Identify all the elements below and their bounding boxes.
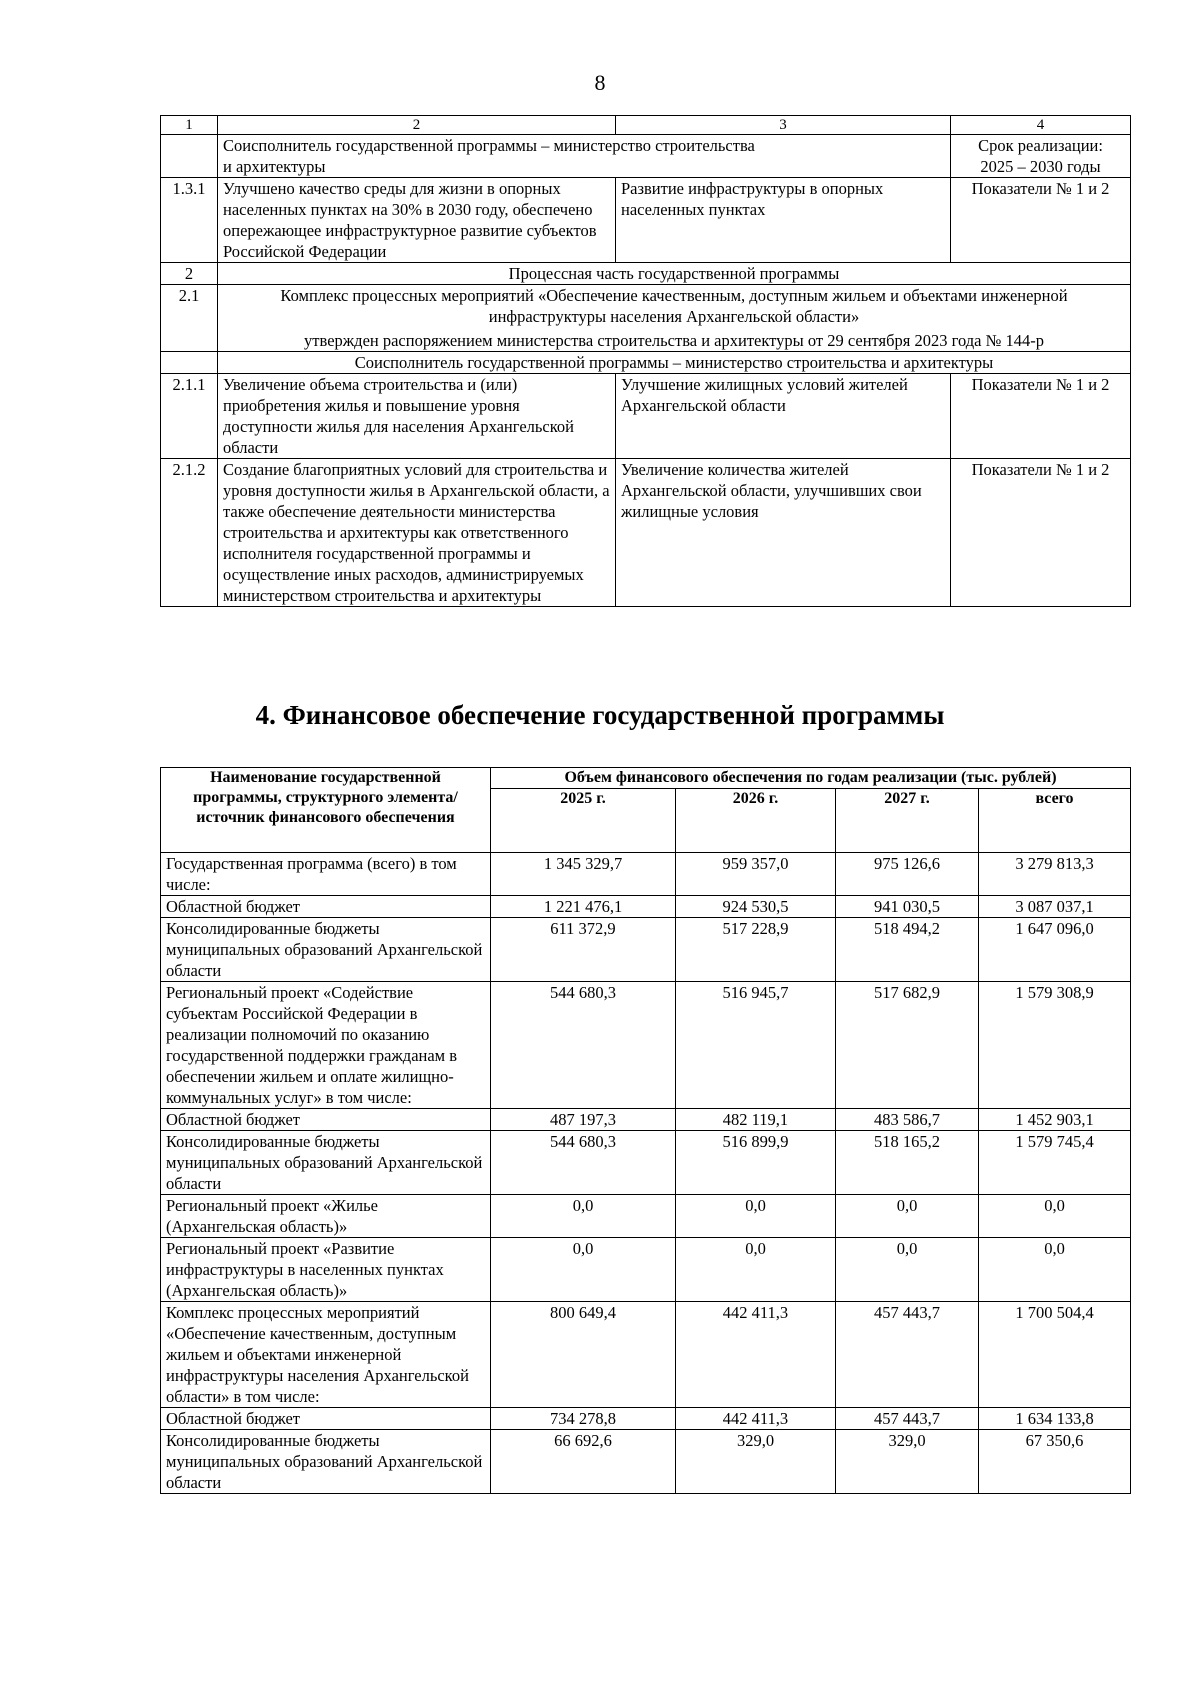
total-value: 1 452 903,1 (979, 1109, 1131, 1131)
total-value: 0,0 (979, 1195, 1131, 1238)
finance-header-row (161, 768, 1131, 789)
year-value: 442 411,3 (676, 1302, 836, 1408)
total-header: всего (979, 789, 1131, 853)
section-text: Процессная часть государственной программы (218, 263, 1131, 285)
total-value: 0,0 (979, 1238, 1131, 1302)
total-value: 1 634 133,8 (979, 1408, 1131, 1430)
total-value: 1 579 308,9 (979, 982, 1131, 1109)
table-row (161, 853, 1131, 896)
row-name: Региональный проект «Жилье (Архангельская область)» (161, 1195, 491, 1238)
year-value: 66 692,6 (491, 1430, 676, 1494)
year-value: 734 278,8 (491, 1408, 676, 1430)
col-number-1: 1 (161, 116, 218, 135)
row-number: 2.1.1 (161, 374, 218, 459)
row-name: Комплекс процессных мероприятий «Обеспечение качественным, доступным жильем и объектами инженерной инфраструктуры населения Архангельской области» в том числе: (161, 1302, 491, 1408)
row-name: Областной бюджет (161, 1109, 491, 1131)
task-text: Увеличение объема строительства и (или) приобретения жилья и повышение уровня доступности жилья для населения Архангельской области (218, 374, 616, 459)
effect-text: Улучшение жилищных условий жителей Архангельской области (616, 374, 951, 459)
table-row (161, 459, 1131, 607)
year-value: 457 443,7 (836, 1408, 979, 1430)
row-name: Областной бюджет (161, 896, 491, 918)
year-value: 0,0 (836, 1195, 979, 1238)
effect-text: Развитие инфраструктуры в опорных населенных пунктах (616, 178, 951, 263)
complex-text: Комплекс процессных мероприятий «Обеспечение качественным, доступным жильем и объектами инженерной инфраструктуры населения Архангельской области» утвержден распоряжением министерства строительства и архитектуры от 29 сентября 2023 года № 144-р (218, 285, 1131, 352)
year-value: 0,0 (491, 1238, 676, 1302)
year-value: 482 119,1 (676, 1109, 836, 1131)
row-name: Областной бюджет (161, 1408, 491, 1430)
year-value: 941 030,5 (836, 896, 979, 918)
table-row (161, 918, 1131, 982)
coexecutor-row (161, 352, 1131, 374)
year-header: 2027 г. (836, 789, 979, 853)
year-value: 1 345 329,7 (491, 853, 676, 896)
year-value: 457 443,7 (836, 1302, 979, 1408)
year-value: 800 649,4 (491, 1302, 676, 1408)
year-value: 1 221 476,1 (491, 896, 676, 918)
year-value: 518 494,2 (836, 918, 979, 982)
table-row (161, 1238, 1131, 1302)
year-value: 975 126,6 (836, 853, 979, 896)
section-title: 4. Финансовое обеспечение государственной программы (255, 700, 945, 730)
year-value: 0,0 (676, 1238, 836, 1302)
col-group-header: Объем финансового обеспечения по годам реализации (тыс. рублей) (491, 768, 1131, 789)
measures-table (160, 115, 1131, 607)
indicators-text: Показатели № 1 и 2 (951, 459, 1131, 607)
year-value: 329,0 (836, 1430, 979, 1494)
year-header: 2026 г. (676, 789, 836, 853)
page-number: 8 (594, 70, 606, 95)
year-value: 0,0 (676, 1195, 836, 1238)
task-text: Улучшено качество среды для жизни в опорных населенных пунктах на 30% в 2030 году, обеспечено опережающее инфраструктурное развитие субъектов Российской Федерации (218, 178, 616, 263)
year-value: 517 228,9 (676, 918, 836, 982)
year-value: 611 372,9 (491, 918, 676, 982)
row-name: Государственная программа (всего) в том числе: (161, 853, 491, 896)
coexecutor-text: Соисполнитель государственной программы – министерство строительства и архитектуры (218, 135, 951, 178)
indicators-text: Показатели № 1 и 2 (951, 178, 1131, 263)
col-number-3: 3 (616, 116, 951, 135)
total-value: 67 350,6 (979, 1430, 1131, 1494)
total-value: 3 279 813,3 (979, 853, 1131, 896)
year-value: 517 682,9 (836, 982, 979, 1109)
year-value: 516 899,9 (676, 1131, 836, 1195)
year-value: 0,0 (836, 1238, 979, 1302)
year-value: 487 197,3 (491, 1109, 676, 1131)
year-value: 924 530,5 (676, 896, 836, 918)
table-row (161, 178, 1131, 263)
table-row (161, 1408, 1131, 1430)
year-value: 329,0 (676, 1430, 836, 1494)
year-value: 544 680,3 (491, 982, 676, 1109)
row-name: Региональный проект «Содействие субъектам Российской Федерации в реализации полномочий по оказанию государственной поддержки гражданам в обеспечении жильем и оплате жилищно-коммунальных услуг» в том числе: (161, 982, 491, 1109)
coexecutor-row (161, 135, 1131, 178)
total-value: 1 700 504,4 (979, 1302, 1131, 1408)
table-row (161, 982, 1131, 1109)
col-number-2: 2 (218, 116, 616, 135)
col-name-header: Наименование государственной программы, структурного элемента/источник финансового обеспечения (161, 768, 491, 853)
col-number-4: 4 (951, 116, 1131, 135)
total-value: 1 579 745,4 (979, 1131, 1131, 1195)
total-value: 1 647 096,0 (979, 918, 1131, 982)
total-value: 3 087 037,1 (979, 896, 1131, 918)
table-row (161, 374, 1131, 459)
task-text: Создание благоприятных условий для строительства и уровня доступности жилья в Архангельской области, а также обеспечение деятельности министерства строительства и архитектуры как ответственного исполнителя государственной программы и осуществление иных расходов, администрируемых министерством строительства и архитектуры (218, 459, 616, 607)
row-number: 2.1.2 (161, 459, 218, 607)
row-name: Консолидированные бюджеты муниципальных образований Архангельской области (161, 1430, 491, 1494)
row-name: Консолидированные бюджеты муниципальных образований Архангельской области (161, 1131, 491, 1195)
finance-table (160, 767, 1131, 1494)
row-name: Консолидированные бюджеты муниципальных образований Архангельской области (161, 918, 491, 982)
complex-row (161, 285, 1131, 352)
year-value: 483 586,7 (836, 1109, 979, 1131)
effect-text: Увеличение количества жителей Архангельской области, улучшивших свои жилищные условия (616, 459, 951, 607)
table-row (161, 1195, 1131, 1238)
table-row (161, 1131, 1131, 1195)
indicators-text: Показатели № 1 и 2 (951, 374, 1131, 459)
year-value: 959 357,0 (676, 853, 836, 896)
row-number: 2 (161, 263, 218, 285)
table-row (161, 1430, 1131, 1494)
year-header: 2025 г. (491, 789, 676, 853)
year-value: 544 680,3 (491, 1131, 676, 1195)
table-header-row (161, 116, 1131, 135)
year-value: 516 945,7 (676, 982, 836, 1109)
table-row (161, 896, 1131, 918)
finance-body (161, 853, 1131, 1494)
table-row (161, 1302, 1131, 1408)
implementation-term: Срок реализации: 2025 – 2030 годы (951, 135, 1131, 178)
row-number: 1.3.1 (161, 178, 218, 263)
section-row (161, 263, 1131, 285)
coexecutor-text: Соисполнитель государственной программы – министерство строительства и архитектуры (218, 352, 1131, 374)
year-value: 442 411,3 (676, 1408, 836, 1430)
table-row (161, 1109, 1131, 1131)
row-number: 2.1 (161, 285, 218, 352)
year-value: 0,0 (491, 1195, 676, 1238)
year-value: 518 165,2 (836, 1131, 979, 1195)
row-name: Региональный проект «Развитие инфраструктуры в населенных пунктах (Архангельская область)» (161, 1238, 491, 1302)
